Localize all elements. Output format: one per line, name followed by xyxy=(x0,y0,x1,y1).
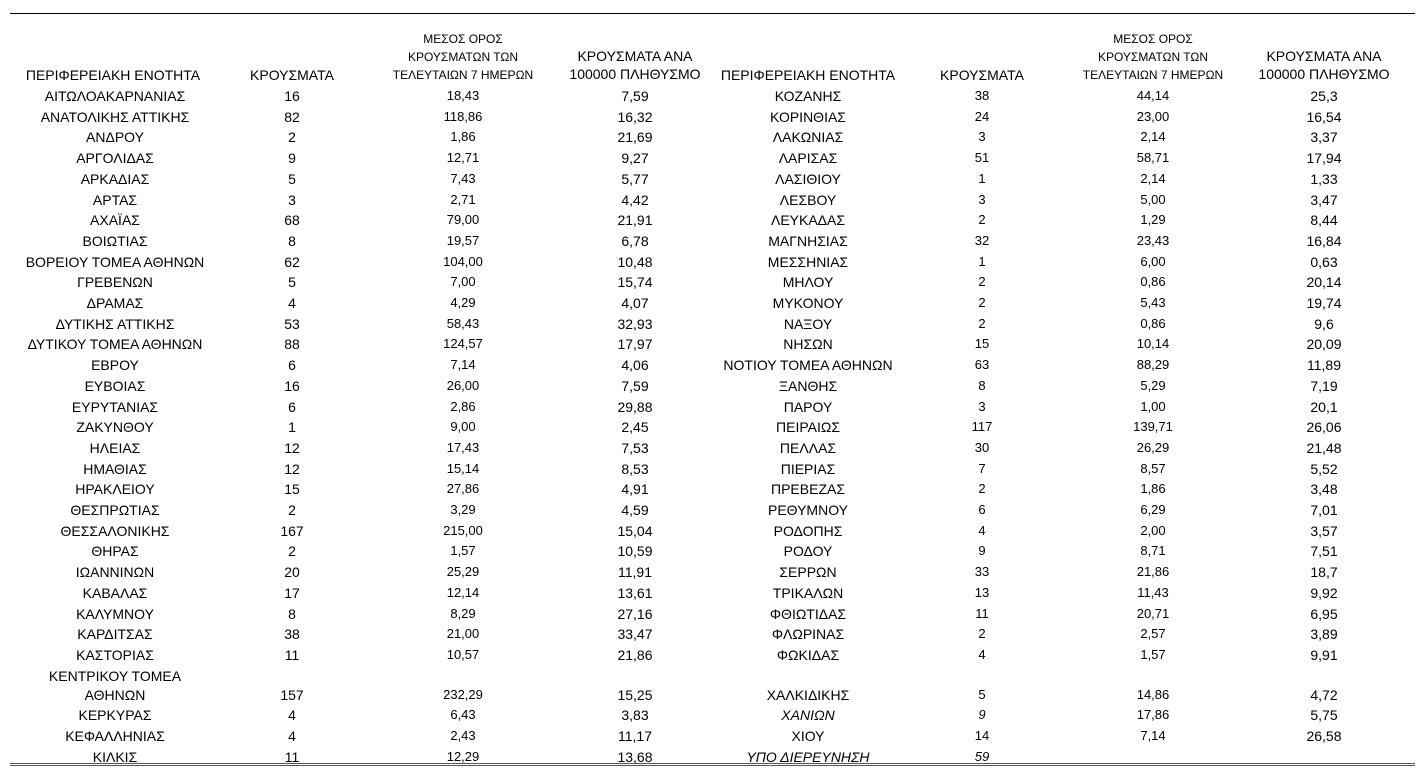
region-name-left: ΑΡΤΑΣ xyxy=(92,191,138,208)
table-row xyxy=(0,459,1425,479)
cases-left: 53 xyxy=(284,315,300,332)
cases-right: 32 xyxy=(974,232,990,248)
cases-left: 8 xyxy=(288,232,296,249)
per100k-right: 7,01 xyxy=(1310,502,1338,518)
table-row xyxy=(0,562,1425,582)
cases-right: 11 xyxy=(975,605,989,621)
per100k-right: 25,3 xyxy=(1310,88,1338,104)
avg7-left: 2,43 xyxy=(450,728,476,743)
cases-left: 3 xyxy=(288,191,296,208)
avg7-left: 18,43 xyxy=(446,88,480,103)
cases-right: 4 xyxy=(978,646,986,662)
cases-left: 2 xyxy=(288,502,296,518)
avg7-left: 25,29 xyxy=(446,564,480,580)
avg7-right: 23,00 xyxy=(1136,108,1170,124)
region-name-left: ΔΥΤΙΚΗΣ ΑΤΤΙΚΗΣ xyxy=(55,315,175,332)
avg7-left: 12,29 xyxy=(446,748,480,764)
cases-left: 4 xyxy=(288,707,296,724)
region-name-right: ΜΗΛΟΥ xyxy=(782,274,834,291)
cases-right: 14 xyxy=(974,728,990,743)
table-row xyxy=(0,726,1425,746)
cases-right: 3 xyxy=(978,398,986,414)
table-row xyxy=(0,666,1425,705)
cases-right: 59 xyxy=(974,748,990,764)
table-row xyxy=(0,86,1425,106)
per100k-left: 3,83 xyxy=(621,707,649,724)
region-name-left: ΓΡΕΒΕΝΩΝ xyxy=(77,274,153,291)
region-name-left: ΑΡΚΑΔΙΑΣ xyxy=(80,170,150,187)
region-name-right: ΚΟΖΑΝΗΣ xyxy=(774,88,842,104)
per100k-left: 7,59 xyxy=(621,88,649,104)
avg7-right: 10,14 xyxy=(1136,336,1170,352)
cases-right: 2 xyxy=(978,315,986,331)
cases-left: 6 xyxy=(288,398,296,415)
table-row xyxy=(0,521,1425,541)
avg7-left: 215,00 xyxy=(443,522,483,538)
per100k-right: 9,92 xyxy=(1310,584,1338,601)
region-name-right: ΠΑΡΟΥ xyxy=(783,398,833,415)
table-row xyxy=(0,272,1425,292)
per100k-left: 4,07 xyxy=(621,295,649,311)
avg7-left: 9,00 xyxy=(450,419,476,435)
region-name-left: ΙΩΑΝΝΙΝΩΝ xyxy=(75,564,155,581)
cases-left: 82 xyxy=(284,108,300,125)
per100k-left: 9,27 xyxy=(621,150,649,167)
per100k-left: 2,45 xyxy=(621,419,649,436)
cases-left: 6 xyxy=(288,357,296,374)
per100k-right: 26,58 xyxy=(1306,728,1342,744)
header-cases-left: ΚΡΟΥΣΜΑΤΑ xyxy=(250,67,334,83)
avg7-left: 12,14 xyxy=(446,584,480,600)
cases-left: 15 xyxy=(284,481,300,498)
region-name-left: ΑΝΔΡΟΥ xyxy=(86,129,144,146)
region-name-right: ΛΕΥΚΑΔΑΣ xyxy=(770,212,846,229)
cases-right: 1 xyxy=(978,170,986,186)
per100k-right: 18,7 xyxy=(1310,564,1338,581)
table-row xyxy=(0,190,1425,210)
cases-right: 30 xyxy=(974,439,990,455)
header-per100k-left: ΚΡΟΥΣΜΑΤΑ ΑΝΑ 100000 ΠΛΗΘΥΣΜΟ xyxy=(569,48,701,82)
per100k-right: 11,89 xyxy=(1307,357,1341,374)
per100k-right: 3,47 xyxy=(1310,191,1338,208)
per100k-left: 15,25 xyxy=(617,686,653,703)
region-name-left: ΗΛΕΙΑΣ xyxy=(89,439,141,456)
cases-right: 9 xyxy=(978,707,986,723)
region-name-right: ΦΩΚΙΔΑΣ xyxy=(776,646,840,663)
avg7-left: 2,71 xyxy=(450,191,476,207)
avg7-right: 26,29 xyxy=(1136,439,1170,455)
cases-left: 12 xyxy=(284,460,300,477)
avg7-left: 124,57 xyxy=(443,336,483,352)
avg7-right: 6,00 xyxy=(1140,253,1166,269)
cases-left: 4 xyxy=(288,295,296,311)
avg7-right: 88,29 xyxy=(1136,357,1170,373)
avg7-right: 5,00 xyxy=(1140,191,1166,207)
per100k-left: 33,47 xyxy=(617,626,653,643)
per100k-left: 6,78 xyxy=(621,232,649,249)
table-row xyxy=(0,314,1425,334)
per100k-right: 20,1 xyxy=(1310,398,1338,415)
cases-right: 2 xyxy=(978,481,986,497)
per100k-right: 7,19 xyxy=(1310,377,1338,394)
avg7-right: 23,43 xyxy=(1136,232,1170,248)
region-name-left: ΚΕΦΑΛΛΗΝΙΑΣ xyxy=(65,728,165,744)
region-name-right: ΜΑΓΝΗΣΙΑΣ xyxy=(768,232,848,249)
avg7-right: 1,57 xyxy=(1140,646,1166,662)
region-name-right: ΠΙΕΡΙΑΣ xyxy=(780,460,836,477)
cases-left: 68 xyxy=(284,212,300,229)
avg7-left: 27,86 xyxy=(446,481,480,497)
per100k-right: 9,6 xyxy=(1314,315,1334,332)
per100k-right: 0,63 xyxy=(1310,253,1338,270)
region-name-right: ΧΙΟΥ xyxy=(791,728,825,744)
region-name-right: ΥΠΟ ΔΙΕΡΕΥΝΗΣΗ xyxy=(746,748,870,765)
avg7-left: 7,43 xyxy=(450,170,476,186)
avg7-left: 12,71 xyxy=(446,150,480,166)
cases-right: 3 xyxy=(978,129,986,145)
cases-right: 13 xyxy=(974,584,990,600)
per100k-left: 4,91 xyxy=(621,481,649,498)
table-row xyxy=(0,479,1425,499)
table-row xyxy=(0,107,1425,127)
avg7-right: 5,29 xyxy=(1140,377,1166,393)
region-name-right: ΛΑΚΩΝΙΑΣ xyxy=(772,129,844,146)
avg7-right: 1,00 xyxy=(1140,398,1166,414)
cases-right: 15 xyxy=(974,336,990,352)
region-name-right: ΠΕΙΡΑΙΩΣ xyxy=(776,419,840,436)
avg7-left: 8,29 xyxy=(450,605,476,621)
cases-left: 1 xyxy=(288,419,296,436)
avg7-right: 17,86 xyxy=(1136,707,1170,723)
region-name-right: ΦΘΙΩΤΙΔΑΣ xyxy=(769,605,847,622)
avg7-left: 2,86 xyxy=(450,398,476,414)
per100k-right: 17,94 xyxy=(1306,150,1342,167)
region-name-left: ΕΒΡΟΥ xyxy=(91,357,139,374)
cases-left: 157 xyxy=(280,686,304,703)
region-name-left: ΑΡΓΟΛΙΔΑΣ xyxy=(76,150,154,167)
per100k-right: 8,44 xyxy=(1310,212,1338,229)
table-row xyxy=(0,252,1425,272)
per100k-left: 7,59 xyxy=(621,377,649,394)
avg7-right: 8,57 xyxy=(1140,460,1166,476)
per100k-right: 26,06 xyxy=(1306,419,1342,436)
cases-right: 51 xyxy=(974,150,990,166)
region-name-left: ΚΕΝΤΡΙΚΟΥ ΤΟΜΕΑ xyxy=(48,667,182,684)
cases-right: 117 xyxy=(971,419,993,435)
per100k-left: 11,17 xyxy=(618,728,652,744)
region-name-right: ΧΑΛΚΙΔΙΚΗΣ xyxy=(766,686,850,703)
region-name-left: ΗΜΑΘΙΑΣ xyxy=(83,460,147,477)
region-name-left: ΕΥΒΟΙΑΣ xyxy=(84,377,146,394)
region-name-right: ΝΑΞΟΥ xyxy=(783,315,833,332)
table-row xyxy=(0,541,1425,561)
per100k-right: 3,89 xyxy=(1310,626,1338,643)
cases-right: 2 xyxy=(978,212,986,228)
region-name-left: ΚΑΒΑΛΑΣ xyxy=(82,584,148,601)
per100k-right: 3,48 xyxy=(1310,481,1338,498)
per100k-left: 4,42 xyxy=(621,191,649,208)
avg7-right: 58,71 xyxy=(1136,150,1170,166)
region-name-right: ΜΥΚΟΝΟΥ xyxy=(772,295,844,311)
avg7-right: 11,43 xyxy=(1137,584,1169,600)
cases-left: 20 xyxy=(284,564,300,581)
table-row xyxy=(0,438,1425,458)
cases-right: 7 xyxy=(978,460,986,476)
region-name-right: ΡΟΔΟΥ xyxy=(783,543,833,560)
per100k-left: 29,88 xyxy=(617,398,653,415)
cases-right: 38 xyxy=(974,88,990,103)
table-row xyxy=(0,500,1425,520)
avg7-right: 2,14 xyxy=(1140,170,1166,186)
per100k-right: 16,54 xyxy=(1306,108,1342,125)
region-name-left: ΚΙΛΚΙΣ xyxy=(92,748,138,765)
avg7-left: 15,14 xyxy=(446,460,480,476)
avg7-left: 21,00 xyxy=(446,626,480,642)
per100k-right: 21,48 xyxy=(1306,439,1342,456)
table-row xyxy=(0,376,1425,396)
per100k-right: 5,52 xyxy=(1310,460,1338,477)
per100k-right: 16,84 xyxy=(1306,232,1342,249)
avg7-right: 6,29 xyxy=(1140,502,1166,517)
avg7-left: 3,29 xyxy=(450,502,476,517)
region-name-right: ΛΑΡΙΣΑΣ xyxy=(778,150,838,167)
cases-left: 11 xyxy=(284,646,300,663)
cases-left: 38 xyxy=(284,626,300,643)
per100k-left: 27,16 xyxy=(617,605,653,622)
cases-left: 4 xyxy=(288,728,296,744)
per100k-left: 15,04 xyxy=(617,522,653,539)
per100k-left: 16,32 xyxy=(617,108,653,125)
table-row xyxy=(0,210,1425,230)
per100k-right: 1,33 xyxy=(1310,170,1338,187)
region-name-left: ΒΟΡΕΙΟΥ ΤΟΜΕΑ ΑΘΗΝΩΝ xyxy=(25,253,205,270)
cases-left: 17 xyxy=(284,584,300,601)
region-name-left: ΑΙΤΩΛΟΑΚΑΡΝΑΝΙΑΣ xyxy=(44,88,186,104)
header-region-left: ΠΕΡΙΦΕΡΕΙΑΚΗ ΕΝΟΤΗΤΑ xyxy=(25,67,201,83)
per100k-left: 10,59 xyxy=(617,543,653,560)
region-name-left: ΑΧΑΪΑΣ xyxy=(90,212,140,229)
cases-right: 5 xyxy=(978,686,986,702)
table-row xyxy=(0,293,1425,313)
header-cases-right: ΚΡΟΥΣΜΑΤΑ xyxy=(940,67,1024,83)
per100k-right: 7,51 xyxy=(1310,543,1338,560)
cases-left: 2 xyxy=(288,129,296,146)
bottom-rule xyxy=(10,763,1415,766)
region-name-right: ΤΡΙΚΑΛΩΝ xyxy=(772,584,844,601)
header-region-right: ΠΕΡΙΦΕΡΕΙΑΚΗ ΕΝΟΤΗΤΑ xyxy=(720,67,896,83)
table-row xyxy=(0,355,1425,375)
table-row xyxy=(0,127,1425,147)
region-name-left: ΔΡΑΜΑΣ xyxy=(86,295,144,311)
region-name-right: ΧΑΝΙΩΝ xyxy=(781,707,835,724)
avg7-right: 7,14 xyxy=(1140,728,1166,743)
per100k-left: 4,06 xyxy=(621,357,649,374)
avg7-right: 8,71 xyxy=(1140,543,1166,559)
avg7-right: 139,71 xyxy=(1133,419,1173,435)
per100k-left: 10,48 xyxy=(617,253,653,270)
avg7-right: 14,86 xyxy=(1136,686,1170,702)
region-name-right: ΝΗΣΩΝ xyxy=(783,336,833,353)
avg7-left: 17,43 xyxy=(446,439,480,455)
avg7-left: 7,00 xyxy=(450,274,476,290)
table-row xyxy=(0,417,1425,437)
region-name-left: ΚΕΡΚΥΡΑΣ xyxy=(78,707,152,724)
avg7-left: 26,00 xyxy=(446,377,480,393)
table-row xyxy=(0,583,1425,603)
region-name-right: ΞΑΝΘΗΣ xyxy=(778,377,838,394)
avg7-left: 6,43 xyxy=(450,707,476,723)
cases-left: 88 xyxy=(284,336,300,353)
cases-left: 16 xyxy=(284,88,300,104)
region-name-right: ΣΕΡΡΩΝ xyxy=(779,564,837,581)
cases-right: 4 xyxy=(978,522,986,538)
cases-left: 16 xyxy=(284,377,300,394)
per100k-right: 20,14 xyxy=(1306,274,1342,291)
region-name-left: ΒΟΙΩΤΙΑΣ xyxy=(82,232,148,249)
per100k-right: 5,75 xyxy=(1310,707,1338,724)
avg7-right: 20,71 xyxy=(1136,605,1170,621)
per100k-left: 11,91 xyxy=(618,564,652,581)
header-avg-right: ΜΕΣΟΣ ΟΡΟΣ ΚΡΟΥΣΜΑΤΩΝ ΤΩΝ ΤΕΛΕΥΤΑΙΩΝ 7 ΗΜΕΡΩΝ xyxy=(1082,32,1224,82)
avg7-left: 104,00 xyxy=(443,253,483,269)
cases-right: 63 xyxy=(974,357,990,373)
cases-left: 8 xyxy=(288,605,296,622)
avg7-left: 1,57 xyxy=(450,543,476,559)
per100k-left: 8,53 xyxy=(621,460,649,477)
avg7-right: 0,86 xyxy=(1140,315,1166,331)
cases-left: 5 xyxy=(288,274,296,291)
cases-left: 11 xyxy=(284,748,300,765)
per100k-right: 3,37 xyxy=(1310,129,1338,146)
per100k-left: 13,61 xyxy=(617,584,653,601)
cases-left: 62 xyxy=(284,253,300,270)
table-row xyxy=(0,705,1425,725)
avg7-right: 1,29 xyxy=(1140,212,1166,228)
table-row xyxy=(0,334,1425,354)
cases-left: 2 xyxy=(288,543,296,560)
per100k-right: 20,09 xyxy=(1306,336,1342,353)
region-name-left: ΔΥΤΙΚΟΥ ΤΟΜΕΑ ΑΘΗΝΩΝ xyxy=(27,336,203,353)
cases-right: 6 xyxy=(978,502,986,517)
cases-right: 2 xyxy=(978,274,986,290)
table-row xyxy=(0,397,1425,417)
per100k-right: 19,74 xyxy=(1306,295,1342,311)
per100k-right: 9,91 xyxy=(1310,646,1338,663)
cases-left: 9 xyxy=(288,150,296,167)
per100k-left: 21,69 xyxy=(617,129,653,146)
avg7-left: 19,57 xyxy=(446,232,480,248)
per100k-left: 15,74 xyxy=(617,274,653,291)
avg7-left: 232,29 xyxy=(443,686,483,702)
region-name-right: ΠΡΕΒΕΖΑΣ xyxy=(770,481,845,498)
table-row xyxy=(0,645,1425,665)
avg7-right: 2,57 xyxy=(1140,626,1166,642)
region-name-left: ΚΑΡΔΙΤΣΑΣ xyxy=(77,626,153,643)
avg7-left: 118,86 xyxy=(443,108,483,124)
avg7-left: 58,43 xyxy=(446,315,480,331)
table-row xyxy=(0,624,1425,644)
region-name-right: ΝΟΤΙΟΥ ΤΟΜΕΑ ΑΘΗΝΩΝ xyxy=(723,357,893,374)
avg7-right: 2,14 xyxy=(1140,129,1166,145)
region-name-left: ΘΕΣΠΡΩΤΙΑΣ xyxy=(70,502,160,518)
avg7-left: 10,57 xyxy=(446,646,480,662)
avg7-left: 79,00 xyxy=(446,212,480,228)
cases-right: 3 xyxy=(978,191,986,207)
per100k-left: 13,68 xyxy=(617,748,653,765)
cases-right: 2 xyxy=(978,626,986,642)
per100k-left: 21,91 xyxy=(617,212,653,229)
per100k-left: 7,53 xyxy=(621,439,649,456)
header-per100k-right: ΚΡΟΥΣΜΑΤΑ ΑΝΑ 100000 ΠΛΗΘΥΣΜΟ xyxy=(1258,48,1390,82)
cases-right: 8 xyxy=(978,377,986,393)
cases-left: 12 xyxy=(284,439,300,456)
table-row xyxy=(0,604,1425,624)
region-name-left: ΘΕΣΣΑΛΟΝΙΚΗΣ xyxy=(60,522,170,539)
per100k-left: 5,77 xyxy=(621,170,649,187)
avg7-right: 2,00 xyxy=(1140,522,1166,538)
table-row xyxy=(0,169,1425,189)
per100k-right: 3,57 xyxy=(1310,522,1338,539)
region-name-left: ΑΝΑΤΟΛΙΚΗΣ ΑΤΤΙΚΗΣ xyxy=(40,108,190,125)
cases-left: 167 xyxy=(280,522,304,539)
region-name-right: ΦΛΩΡΙΝΑΣ xyxy=(771,626,845,643)
table-row xyxy=(0,148,1425,168)
per100k-right: 6,95 xyxy=(1310,605,1338,622)
avg7-right: 1,86 xyxy=(1140,481,1166,497)
cases-right: 9 xyxy=(978,543,986,559)
avg7-right: 5,43 xyxy=(1140,295,1166,310)
avg7-left: 7,14 xyxy=(450,357,476,373)
region-name-right: ΜΕΣΣΗΝΙΑΣ xyxy=(767,253,849,270)
region-name-right: ΡΕΘΥΜΝΟΥ xyxy=(767,502,848,518)
cases-right: 1 xyxy=(978,253,986,269)
avg7-right: 44,14 xyxy=(1136,88,1170,103)
cases-right: 2 xyxy=(978,295,986,310)
cases-right: 33 xyxy=(974,564,990,580)
header-avg-left: ΜΕΣΟΣ ΟΡΟΣ ΚΡΟΥΣΜΑΤΩΝ ΤΩΝ ΤΕΛΕΥΤΑΙΩΝ 7 ΗΜΕΡΩΝ xyxy=(392,32,534,82)
avg7-left: 4,29 xyxy=(450,295,476,310)
avg7-right: 21,86 xyxy=(1136,564,1170,580)
region-name-left: ΚΑΣΤΟΡΙΑΣ xyxy=(76,646,154,663)
per100k-right: 4,72 xyxy=(1310,686,1338,703)
region-name-left: ΚΑΛΥΜΝΟΥ xyxy=(76,605,154,622)
region-name-left: ΕΥΡΥΤΑΝΙΑΣ xyxy=(71,398,159,415)
region-name-right: ΛΑΣΙΘΙΟΥ xyxy=(775,170,841,187)
region-name-right: ΛΕΣΒΟΥ xyxy=(779,191,837,208)
region-name-right: ΡΟΔΟΠΗΣ xyxy=(773,522,843,539)
table-row xyxy=(0,231,1425,251)
cases-right: 24 xyxy=(974,108,990,124)
per100k-left: 32,93 xyxy=(617,315,653,332)
avg7-right: 0,86 xyxy=(1140,274,1166,290)
per100k-left: 4,59 xyxy=(621,502,649,518)
region-name-left: ΖΑΚΥΝΘΟΥ xyxy=(76,419,154,436)
top-rule xyxy=(10,13,1415,14)
region-name-left-cont: ΑΘΗΝΩΝ xyxy=(84,686,146,703)
per100k-left: 17,97 xyxy=(617,336,653,353)
cases-left: 5 xyxy=(288,170,296,187)
region-name-left: ΗΡΑΚΛΕΙΟΥ xyxy=(75,481,155,498)
avg7-left: 1,86 xyxy=(450,129,476,145)
region-name-right: ΠΕΛΛΑΣ xyxy=(779,439,837,456)
region-name-left: ΘΗΡΑΣ xyxy=(91,543,139,560)
region-name-right: ΚΟΡΙΝΘΙΑΣ xyxy=(770,108,846,125)
per100k-left: 21,86 xyxy=(617,646,653,663)
